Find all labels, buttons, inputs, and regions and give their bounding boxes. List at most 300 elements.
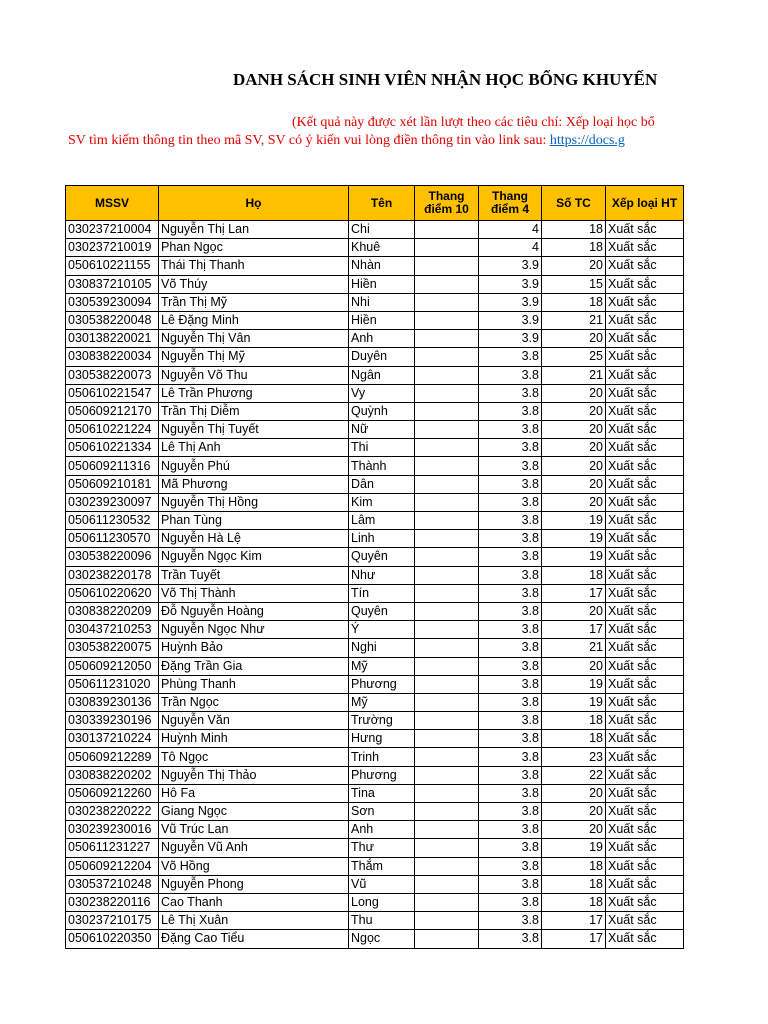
cell-thang-diem-4: 3.8 bbox=[479, 566, 542, 584]
cell-ho: Nguyễn Phú bbox=[159, 457, 349, 475]
cell-thang-diem-10 bbox=[415, 784, 479, 802]
cell-xep-loai: Xuất sắc bbox=[606, 475, 684, 493]
cell-so-tc: 20 bbox=[542, 784, 606, 802]
cell-so-tc: 17 bbox=[542, 621, 606, 639]
cell-ten: Tín bbox=[349, 584, 415, 602]
cell-ten: Thắm bbox=[349, 857, 415, 875]
cell-thang-diem-4: 3.8 bbox=[479, 548, 542, 566]
cell-thang-diem-10 bbox=[415, 457, 479, 475]
table-row bbox=[66, 475, 684, 493]
cell-so-tc: 20 bbox=[542, 602, 606, 620]
header-thang-diem-4: Thang điểm 4 bbox=[479, 186, 542, 221]
cell-xep-loai: Xuất sắc bbox=[606, 657, 684, 675]
cell-xep-loai: Xuất sắc bbox=[606, 512, 684, 530]
cell-thang-diem-4: 3.8 bbox=[479, 693, 542, 711]
table-row bbox=[66, 930, 684, 948]
table-row bbox=[66, 239, 684, 257]
cell-xep-loai: Xuất sắc bbox=[606, 293, 684, 311]
cell-thang-diem-10 bbox=[415, 512, 479, 530]
cell-ho: Đỗ Nguyễn Hoàng bbox=[159, 602, 349, 620]
cell-mssv: 030237210175 bbox=[66, 912, 159, 930]
cell-so-tc: 20 bbox=[542, 821, 606, 839]
cell-xep-loai: Xuất sắc bbox=[606, 930, 684, 948]
cell-thang-diem-4: 3.8 bbox=[479, 475, 542, 493]
cell-ho: Trần Ngọc bbox=[159, 693, 349, 711]
cell-thang-diem-4: 3.8 bbox=[479, 584, 542, 602]
cell-xep-loai: Xuất sắc bbox=[606, 839, 684, 857]
cell-so-tc: 19 bbox=[542, 512, 606, 530]
table-row bbox=[66, 712, 684, 730]
cell-ten: Long bbox=[349, 893, 415, 911]
cell-ten: Anh bbox=[349, 821, 415, 839]
table-row bbox=[66, 803, 684, 821]
cell-ho: Huỳnh Bảo bbox=[159, 639, 349, 657]
header-thang-diem-10: Thang điểm 10 bbox=[415, 186, 479, 221]
cell-ho: Lê Thị Xuân bbox=[159, 912, 349, 930]
cell-thang-diem-10 bbox=[415, 803, 479, 821]
cell-mssv: 030237210019 bbox=[66, 239, 159, 257]
cell-ten: Nhàn bbox=[349, 257, 415, 275]
cell-mssv: 050609211316 bbox=[66, 457, 159, 475]
cell-xep-loai: Xuất sắc bbox=[606, 348, 684, 366]
cell-thang-diem-4: 3.8 bbox=[479, 766, 542, 784]
feedback-form-link[interactable]: https://docs.g bbox=[549, 133, 625, 148]
cell-thang-diem-10 bbox=[415, 602, 479, 620]
cell-so-tc: 22 bbox=[542, 766, 606, 784]
cell-thang-diem-10 bbox=[415, 730, 479, 748]
cell-thang-diem-10 bbox=[415, 530, 479, 548]
cell-ho: Nguyễn Vũ Anh bbox=[159, 839, 349, 857]
cell-xep-loai: Xuất sắc bbox=[606, 439, 684, 457]
cell-xep-loai: Xuất sắc bbox=[606, 748, 684, 766]
cell-so-tc: 18 bbox=[542, 875, 606, 893]
cell-thang-diem-10 bbox=[415, 839, 479, 857]
table-row bbox=[66, 675, 684, 693]
cell-xep-loai: Xuất sắc bbox=[606, 421, 684, 439]
cell-so-tc: 17 bbox=[542, 912, 606, 930]
table-row bbox=[66, 657, 684, 675]
cell-so-tc: 15 bbox=[542, 275, 606, 293]
cell-mssv: 050611230532 bbox=[66, 512, 159, 530]
cell-mssv: 030137210224 bbox=[66, 730, 159, 748]
cell-xep-loai: Xuất sắc bbox=[606, 366, 684, 384]
cell-ten: Mỹ bbox=[349, 657, 415, 675]
cell-thang-diem-10 bbox=[415, 239, 479, 257]
cell-mssv: 030838220209 bbox=[66, 602, 159, 620]
cell-ho: Phan Tùng bbox=[159, 512, 349, 530]
cell-ho: Lê Trần Phương bbox=[159, 384, 349, 402]
table-row bbox=[66, 748, 684, 766]
cell-ho: Vũ Trúc Lan bbox=[159, 821, 349, 839]
cell-mssv: 050610221224 bbox=[66, 421, 159, 439]
cell-mssv: 030437210253 bbox=[66, 621, 159, 639]
cell-thang-diem-4: 3.8 bbox=[479, 839, 542, 857]
cell-mssv: 030238220222 bbox=[66, 803, 159, 821]
cell-thang-diem-4: 4 bbox=[479, 221, 542, 239]
cell-thang-diem-10 bbox=[415, 566, 479, 584]
cell-xep-loai: Xuất sắc bbox=[606, 221, 684, 239]
cell-thang-diem-4: 3.8 bbox=[479, 602, 542, 620]
cell-ho: Tô Ngọc bbox=[159, 748, 349, 766]
table-row bbox=[66, 784, 684, 802]
table-row bbox=[66, 857, 684, 875]
table-row bbox=[66, 402, 684, 420]
header-ho: Họ bbox=[159, 186, 349, 221]
cell-ten: Hiền bbox=[349, 311, 415, 329]
cell-thang-diem-4: 3.8 bbox=[479, 748, 542, 766]
cell-mssv: 050609212260 bbox=[66, 784, 159, 802]
cell-so-tc: 20 bbox=[542, 457, 606, 475]
cell-mssv: 050609212289 bbox=[66, 748, 159, 766]
cell-ho: Hô Fa bbox=[159, 784, 349, 802]
cell-thang-diem-10 bbox=[415, 366, 479, 384]
cell-ho: Nguyễn Thị Tuyết bbox=[159, 421, 349, 439]
cell-mssv: 050610220350 bbox=[66, 930, 159, 948]
criteria-note: (Kết quả này được xét lần lượt theo các tiêu chí: Xếp loại học bổ bbox=[292, 115, 655, 130]
cell-thang-diem-4: 3.8 bbox=[479, 821, 542, 839]
cell-xep-loai: Xuất sắc bbox=[606, 275, 684, 293]
cell-ho: Cao Thanh bbox=[159, 893, 349, 911]
table-row bbox=[66, 839, 684, 857]
cell-ho: Nguyễn Văn bbox=[159, 712, 349, 730]
cell-ho: Trần Thị Diễm bbox=[159, 402, 349, 420]
cell-thang-diem-4: 3.8 bbox=[479, 512, 542, 530]
cell-xep-loai: Xuất sắc bbox=[606, 548, 684, 566]
table-header-row bbox=[66, 186, 684, 221]
cell-ten: Chi bbox=[349, 221, 415, 239]
table-row bbox=[66, 548, 684, 566]
cell-xep-loai: Xuất sắc bbox=[606, 857, 684, 875]
cell-so-tc: 18 bbox=[542, 712, 606, 730]
cell-ten: Thu bbox=[349, 912, 415, 930]
cell-so-tc: 20 bbox=[542, 657, 606, 675]
cell-xep-loai: Xuất sắc bbox=[606, 384, 684, 402]
cell-thang-diem-10 bbox=[415, 766, 479, 784]
cell-thang-diem-10 bbox=[415, 330, 479, 348]
cell-so-tc: 21 bbox=[542, 639, 606, 657]
cell-mssv: 030538220096 bbox=[66, 548, 159, 566]
cell-mssv: 050610221547 bbox=[66, 384, 159, 402]
cell-thang-diem-4: 3.9 bbox=[479, 311, 542, 329]
table-row bbox=[66, 584, 684, 602]
cell-mssv: 050611231227 bbox=[66, 839, 159, 857]
cell-ten: Quyên bbox=[349, 602, 415, 620]
table-row bbox=[66, 221, 684, 239]
cell-xep-loai: Xuất sắc bbox=[606, 730, 684, 748]
cell-ten: Quyên bbox=[349, 548, 415, 566]
cell-so-tc: 20 bbox=[542, 475, 606, 493]
cell-thang-diem-10 bbox=[415, 493, 479, 511]
cell-ho: Phùng Thanh bbox=[159, 675, 349, 693]
table-row bbox=[66, 893, 684, 911]
cell-ten: Phương bbox=[349, 766, 415, 784]
cell-thang-diem-10 bbox=[415, 439, 479, 457]
cell-thang-diem-4: 3.8 bbox=[479, 366, 542, 384]
cell-thang-diem-10 bbox=[415, 712, 479, 730]
table-row bbox=[66, 293, 684, 311]
cell-xep-loai: Xuất sắc bbox=[606, 712, 684, 730]
table-row bbox=[66, 330, 684, 348]
cell-thang-diem-10 bbox=[415, 857, 479, 875]
cell-so-tc: 21 bbox=[542, 311, 606, 329]
cell-mssv: 030238220178 bbox=[66, 566, 159, 584]
cell-thang-diem-10 bbox=[415, 311, 479, 329]
cell-so-tc: 20 bbox=[542, 257, 606, 275]
cell-xep-loai: Xuất sắc bbox=[606, 912, 684, 930]
cell-ten: Dân bbox=[349, 475, 415, 493]
cell-thang-diem-4: 3.8 bbox=[479, 803, 542, 821]
table-row bbox=[66, 875, 684, 893]
table-row bbox=[66, 421, 684, 439]
cell-thang-diem-10 bbox=[415, 657, 479, 675]
cell-ten: Anh bbox=[349, 330, 415, 348]
cell-xep-loai: Xuất sắc bbox=[606, 784, 684, 802]
cell-xep-loai: Xuất sắc bbox=[606, 803, 684, 821]
cell-so-tc: 19 bbox=[542, 530, 606, 548]
cell-xep-loai: Xuất sắc bbox=[606, 621, 684, 639]
cell-ten: Vũ bbox=[349, 875, 415, 893]
cell-ten: Tina bbox=[349, 784, 415, 802]
cell-ten: Thi bbox=[349, 439, 415, 457]
cell-thang-diem-4: 3.8 bbox=[479, 639, 542, 657]
cell-xep-loai: Xuất sắc bbox=[606, 566, 684, 584]
cell-thang-diem-10 bbox=[415, 548, 479, 566]
table-row bbox=[66, 730, 684, 748]
cell-ho: Đặng Trần Gia bbox=[159, 657, 349, 675]
cell-so-tc: 19 bbox=[542, 548, 606, 566]
cell-xep-loai: Xuất sắc bbox=[606, 875, 684, 893]
cell-xep-loai: Xuất sắc bbox=[606, 311, 684, 329]
cell-so-tc: 20 bbox=[542, 421, 606, 439]
cell-ho: Huỳnh Minh bbox=[159, 730, 349, 748]
cell-ho: Trần Thị Mỹ bbox=[159, 293, 349, 311]
cell-thang-diem-10 bbox=[415, 293, 479, 311]
cell-mssv: 030138220021 bbox=[66, 330, 159, 348]
cell-so-tc: 18 bbox=[542, 893, 606, 911]
header-ten: Tên bbox=[349, 186, 415, 221]
cell-thang-diem-10 bbox=[415, 912, 479, 930]
cell-thang-diem-4: 3.8 bbox=[479, 530, 542, 548]
cell-ten: Phương bbox=[349, 675, 415, 693]
table-row bbox=[66, 512, 684, 530]
cell-ho: Nguyễn Võ Thu bbox=[159, 366, 349, 384]
cell-mssv: 030839230136 bbox=[66, 693, 159, 711]
table-row bbox=[66, 530, 684, 548]
cell-ten: Vy bbox=[349, 384, 415, 402]
cell-mssv: 030239230097 bbox=[66, 493, 159, 511]
cell-mssv: 050610221334 bbox=[66, 439, 159, 457]
cell-ten: Mỹ bbox=[349, 693, 415, 711]
table-row bbox=[66, 366, 684, 384]
cell-thang-diem-4: 3.8 bbox=[479, 784, 542, 802]
cell-ten: Sơn bbox=[349, 803, 415, 821]
cell-ten: Hưng bbox=[349, 730, 415, 748]
cell-xep-loai: Xuất sắc bbox=[606, 584, 684, 602]
cell-so-tc: 23 bbox=[542, 748, 606, 766]
table-row bbox=[66, 311, 684, 329]
cell-xep-loai: Xuất sắc bbox=[606, 639, 684, 657]
cell-xep-loai: Xuất sắc bbox=[606, 530, 684, 548]
cell-mssv: 030537210248 bbox=[66, 875, 159, 893]
cell-thang-diem-4: 3.8 bbox=[479, 930, 542, 948]
cell-so-tc: 21 bbox=[542, 366, 606, 384]
cell-ho: Đặng Cao Tiểu bbox=[159, 930, 349, 948]
cell-ho: Nguyễn Thị Thảo bbox=[159, 766, 349, 784]
cell-ten: Trường bbox=[349, 712, 415, 730]
table-row bbox=[66, 493, 684, 511]
cell-thang-diem-4: 3.8 bbox=[479, 875, 542, 893]
cell-mssv: 030539230094 bbox=[66, 293, 159, 311]
cell-thang-diem-10 bbox=[415, 348, 479, 366]
cell-ho: Thái Thị Thanh bbox=[159, 257, 349, 275]
cell-thang-diem-10 bbox=[415, 275, 479, 293]
cell-thang-diem-4: 3.9 bbox=[479, 330, 542, 348]
cell-thang-diem-4: 3.8 bbox=[479, 402, 542, 420]
cell-thang-diem-10 bbox=[415, 584, 479, 602]
table-row bbox=[66, 602, 684, 620]
cell-thang-diem-10 bbox=[415, 475, 479, 493]
cell-xep-loai: Xuất sắc bbox=[606, 330, 684, 348]
cell-mssv: 030838220202 bbox=[66, 766, 159, 784]
cell-so-tc: 18 bbox=[542, 730, 606, 748]
cell-thang-diem-4: 3.8 bbox=[479, 912, 542, 930]
cell-mssv: 050611230570 bbox=[66, 530, 159, 548]
cell-ten: Nữ bbox=[349, 421, 415, 439]
cell-so-tc: 20 bbox=[542, 384, 606, 402]
cell-ho: Nguyễn Thị Hồng bbox=[159, 493, 349, 511]
cell-thang-diem-4: 3.9 bbox=[479, 293, 542, 311]
cell-mssv: 050609210181 bbox=[66, 475, 159, 493]
cell-thang-diem-4: 3.8 bbox=[479, 493, 542, 511]
cell-ho: Võ Thị Thành bbox=[159, 584, 349, 602]
cell-so-tc: 20 bbox=[542, 402, 606, 420]
cell-ten: Hiền bbox=[349, 275, 415, 293]
cell-thang-diem-10 bbox=[415, 621, 479, 639]
cell-mssv: 050609212204 bbox=[66, 857, 159, 875]
cell-ten: Ngân bbox=[349, 366, 415, 384]
cell-mssv: 030538220075 bbox=[66, 639, 159, 657]
cell-xep-loai: Xuất sắc bbox=[606, 893, 684, 911]
cell-ho: Mã Phương bbox=[159, 475, 349, 493]
cell-so-tc: 17 bbox=[542, 930, 606, 948]
cell-thang-diem-4: 3.8 bbox=[479, 730, 542, 748]
cell-xep-loai: Xuất sắc bbox=[606, 257, 684, 275]
cell-ho: Nguyễn Thị Lan bbox=[159, 221, 349, 239]
feedback-note-text: SV tìm kiếm thông tin theo mã SV, SV có ý kiến vui lòng điền thông tin vào link sau: bbox=[68, 133, 550, 148]
cell-ho: Võ Thúy bbox=[159, 275, 349, 293]
table-row bbox=[66, 384, 684, 402]
cell-ho: Võ Hồng bbox=[159, 857, 349, 875]
header-xep-loai: Xếp loại HT bbox=[606, 186, 684, 221]
feedback-note bbox=[68, 133, 768, 149]
cell-ten: Thành bbox=[349, 457, 415, 475]
table-row bbox=[66, 348, 684, 366]
cell-mssv: 050610220620 bbox=[66, 584, 159, 602]
cell-xep-loai: Xuất sắc bbox=[606, 602, 684, 620]
cell-so-tc: 18 bbox=[542, 221, 606, 239]
cell-ten: Thư bbox=[349, 839, 415, 857]
document-title: DANH SÁCH SINH VIÊN NHẬN HỌC BỔNG KHUYẾN bbox=[233, 70, 658, 89]
cell-mssv: 050609212170 bbox=[66, 402, 159, 420]
cell-xep-loai: Xuất sắc bbox=[606, 675, 684, 693]
cell-thang-diem-10 bbox=[415, 257, 479, 275]
cell-mssv: 030239230016 bbox=[66, 821, 159, 839]
cell-ten: Khuê bbox=[349, 239, 415, 257]
cell-ho: Giang Ngọc bbox=[159, 803, 349, 821]
table-row bbox=[66, 639, 684, 657]
cell-thang-diem-4: 3.8 bbox=[479, 421, 542, 439]
cell-ten: Như bbox=[349, 566, 415, 584]
cell-so-tc: 19 bbox=[542, 693, 606, 711]
cell-thang-diem-10 bbox=[415, 821, 479, 839]
cell-ho: Lê Thị Anh bbox=[159, 439, 349, 457]
scholarship-table bbox=[65, 185, 684, 949]
cell-xep-loai: Xuất sắc bbox=[606, 693, 684, 711]
table-row bbox=[66, 912, 684, 930]
cell-so-tc: 20 bbox=[542, 803, 606, 821]
cell-xep-loai: Xuất sắc bbox=[606, 493, 684, 511]
cell-thang-diem-10 bbox=[415, 930, 479, 948]
cell-thang-diem-4: 3.8 bbox=[479, 712, 542, 730]
cell-xep-loai: Xuất sắc bbox=[606, 239, 684, 257]
cell-mssv: 050609212050 bbox=[66, 657, 159, 675]
cell-ten: Kim bbox=[349, 493, 415, 511]
cell-ten: Quỳnh bbox=[349, 402, 415, 420]
cell-so-tc: 19 bbox=[542, 839, 606, 857]
cell-xep-loai: Xuất sắc bbox=[606, 821, 684, 839]
cell-ho: Nguyễn Ngọc Như bbox=[159, 621, 349, 639]
cell-so-tc: 20 bbox=[542, 493, 606, 511]
cell-so-tc: 20 bbox=[542, 439, 606, 457]
table-row bbox=[66, 766, 684, 784]
cell-thang-diem-4: 3.9 bbox=[479, 257, 542, 275]
cell-mssv: 030339230196 bbox=[66, 712, 159, 730]
cell-thang-diem-10 bbox=[415, 421, 479, 439]
cell-xep-loai: Xuất sắc bbox=[606, 766, 684, 784]
table-row bbox=[66, 566, 684, 584]
cell-so-tc: 18 bbox=[542, 239, 606, 257]
cell-thang-diem-4: 3.9 bbox=[479, 275, 542, 293]
cell-ho: Nguyễn Ngọc Kim bbox=[159, 548, 349, 566]
cell-so-tc: 18 bbox=[542, 857, 606, 875]
cell-ho: Phan Ngọc bbox=[159, 239, 349, 257]
header-mssv: MSSV bbox=[66, 186, 159, 221]
cell-thang-diem-4: 3.8 bbox=[479, 384, 542, 402]
cell-so-tc: 18 bbox=[542, 566, 606, 584]
table-row bbox=[66, 821, 684, 839]
cell-thang-diem-4: 3.8 bbox=[479, 857, 542, 875]
cell-so-tc: 20 bbox=[542, 330, 606, 348]
table-row bbox=[66, 439, 684, 457]
cell-thang-diem-10 bbox=[415, 893, 479, 911]
cell-thang-diem-10 bbox=[415, 639, 479, 657]
cell-ho: Nguyễn Thị Mỹ bbox=[159, 348, 349, 366]
cell-xep-loai: Xuất sắc bbox=[606, 402, 684, 420]
cell-thang-diem-10 bbox=[415, 875, 479, 893]
cell-thang-diem-10 bbox=[415, 384, 479, 402]
cell-so-tc: 25 bbox=[542, 348, 606, 366]
table-row bbox=[66, 621, 684, 639]
table-row bbox=[66, 275, 684, 293]
cell-mssv: 030838220034 bbox=[66, 348, 159, 366]
table-row bbox=[66, 257, 684, 275]
cell-thang-diem-4: 3.8 bbox=[479, 439, 542, 457]
cell-so-tc: 19 bbox=[542, 675, 606, 693]
cell-mssv: 030237210004 bbox=[66, 221, 159, 239]
cell-so-tc: 18 bbox=[542, 293, 606, 311]
cell-ten: Nhi bbox=[349, 293, 415, 311]
cell-ten: Nghi bbox=[349, 639, 415, 657]
